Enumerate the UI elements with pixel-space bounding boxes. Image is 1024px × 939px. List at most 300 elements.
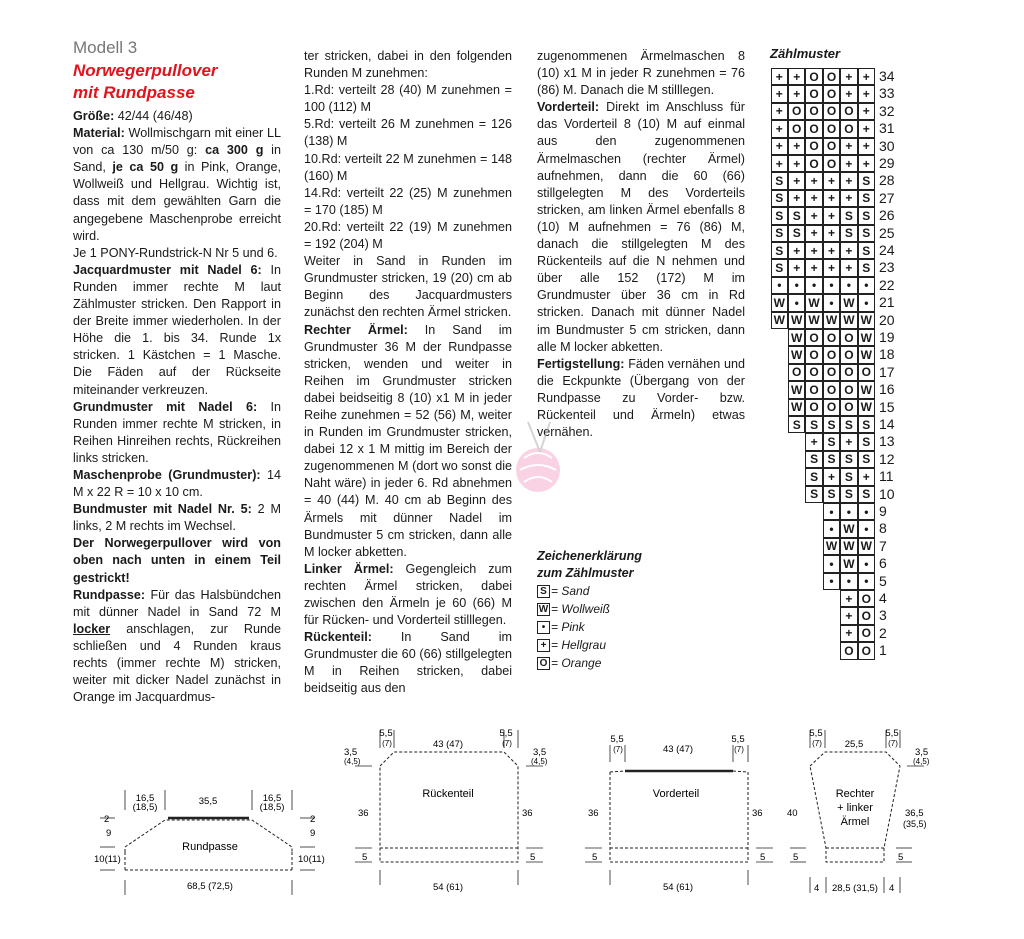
- rp-top-right: 16,5: [262, 793, 282, 804]
- rp-top-mid: 35,5: [198, 796, 218, 807]
- pattern-schematics: [0, 720, 1024, 939]
- aermel-label-1: Rechter: [835, 788, 875, 800]
- chart-row-number: 4: [879, 590, 887, 606]
- chart-cell: +: [805, 172, 822, 189]
- chart-cell: W: [858, 399, 875, 416]
- chart-cell: •: [823, 555, 840, 572]
- chart-cell: W: [840, 312, 857, 329]
- rp-left-2: 2: [104, 814, 110, 825]
- chart-cell: S: [788, 416, 805, 433]
- chart-cell: +: [823, 468, 840, 485]
- chart-cell: S: [771, 259, 788, 276]
- chart-row-number: 16: [879, 381, 895, 398]
- chart-cell: S: [823, 451, 840, 468]
- chart-cell: S: [858, 172, 875, 189]
- rp-top-left: 16,5: [135, 793, 155, 804]
- rp-bottom: 68,5 (72,5): [187, 881, 233, 892]
- rp-left-9: 9: [106, 828, 112, 839]
- chart-row-number: 24: [879, 242, 895, 258]
- chart-cell: •: [823, 503, 840, 520]
- text-run: Jacquardmuster mit Nadel 6:: [73, 262, 262, 277]
- rk-tl-alt: (7): [382, 739, 392, 748]
- text-run: Weiter in Sand in Runden im Grundmuster stricken, 19 (20) cm ab Beginn des Jacquardmusters zunächst den rechten Ärmel stricken.: [304, 254, 512, 320]
- rk-l35-alt: (4,5): [344, 757, 361, 766]
- paragraph: [73, 245, 281, 262]
- chart-cell: +: [805, 225, 822, 242]
- chart-cell: +: [840, 590, 857, 607]
- text-run: Rundpasse:: [73, 587, 146, 602]
- rk-r36: 36: [522, 808, 533, 819]
- chart-row-number: 7: [879, 537, 887, 554]
- watermark-logo: [510, 408, 570, 518]
- text-run: Je 1 PONY-Rundstrick-N Nr 5 und 6.: [73, 245, 278, 260]
- chart-cell: +: [840, 190, 857, 207]
- chart-cell: +: [858, 138, 875, 155]
- chart-cell: O: [823, 399, 840, 416]
- chart-cell: +: [858, 85, 875, 102]
- ae-r5: 5: [898, 852, 904, 863]
- text-run: Wollmischgarn mit einer LL von ca 130 m/50 g:: [73, 126, 281, 158]
- rk-l36: 36: [358, 808, 369, 819]
- ae-top: 25,5: [844, 739, 864, 750]
- chart-cell: S: [771, 242, 788, 259]
- chart-cell: S: [858, 416, 875, 433]
- chart-cell: •: [858, 503, 875, 520]
- chart-cell: W: [840, 555, 857, 572]
- chart-row-number: 13: [879, 433, 895, 450]
- ae-bottom: 28,5 (31,5): [832, 883, 878, 894]
- rp-right-9: 9: [310, 828, 316, 839]
- chart-row-number: 28: [879, 172, 895, 189]
- chart-cell: •: [788, 277, 805, 294]
- chart-row-number: 17: [879, 363, 895, 380]
- chart-cell: W: [788, 381, 805, 398]
- chart-cell: S: [858, 207, 875, 224]
- ruecken-label: Rückenteil: [422, 788, 474, 800]
- vd-tl-alt: (7): [613, 745, 623, 754]
- text-run: Direkt im Anschluss für das Vorderteil 8 (10) M auf einmal aus den zugenommenen Ärmelmaschen (rechter Ärmel) aufnehmen, dann die 60 (66) stillgelegten M des Vorderteils stricken, am linken Ärmel ebenfalls 8 (10) M aufnehmen = 76 (86) M, danach die stillgelegten M des Rückenteils auf die N nehmen und über alle 152 (172) M im Grundmuster über 36 cm in Rd stricken. Danach mit dünner Nadel im Bundmuster 5 cm stricken, dann alle M locker abketten.: [537, 100, 745, 354]
- chart-cell: W: [840, 538, 857, 555]
- paragraph: [304, 185, 512, 219]
- ae-tr-alt: (7): [888, 739, 898, 748]
- chart-cell: O: [805, 381, 822, 398]
- chart-cell: O: [823, 346, 840, 363]
- ae-r35-alt: (4,5): [913, 757, 930, 766]
- chart-row-number: 19: [879, 329, 895, 345]
- chart-cell: S: [771, 190, 788, 207]
- text-column-2: [304, 48, 512, 698]
- text-run: ter stricken, dabei in den folgenden Runden M zunehmen:: [304, 49, 512, 81]
- paragraph: [304, 629, 512, 697]
- legend-items: [537, 582, 642, 672]
- chart-cell: S: [805, 416, 822, 433]
- chart-cell: O: [823, 120, 840, 137]
- paragraph: [304, 48, 512, 82]
- chart-cell: +: [771, 103, 788, 120]
- chart-cell: W: [788, 399, 805, 416]
- chart-cell: O: [840, 329, 857, 346]
- paragraph: [304, 151, 512, 185]
- chart-cell: +: [858, 155, 875, 172]
- paragraph: [304, 219, 512, 253]
- rk-r35-alt: (4,5): [531, 757, 548, 766]
- text-run: Bundmuster mit Nadel Nr. 5:: [73, 502, 252, 517]
- chart-legend: [537, 548, 642, 672]
- vd-r36: 36: [752, 808, 763, 819]
- chart-cell: +: [840, 138, 857, 155]
- rp-left-10: 10(11): [94, 854, 121, 865]
- vd-tr: 5,5: [731, 734, 745, 745]
- chart-cell: O: [840, 399, 857, 416]
- chart-cell: S: [858, 190, 875, 207]
- chart-cell: S: [823, 433, 840, 450]
- chart-cell: +: [805, 433, 822, 450]
- chart-cell: +: [823, 225, 840, 242]
- chart-row-number: 26: [879, 207, 895, 224]
- chart-cell: O: [805, 68, 822, 85]
- chart-cell: +: [840, 625, 857, 642]
- chart-cell: •: [858, 277, 875, 294]
- chart-cell: S: [858, 225, 875, 242]
- paragraph: [73, 262, 281, 399]
- title-line-1: Norwegerpullover: [73, 61, 218, 80]
- chart-cell: +: [788, 85, 805, 102]
- chart-cell: W: [788, 312, 805, 329]
- rk-r5: 5: [530, 852, 536, 863]
- chart-cell: O: [788, 103, 805, 120]
- chart-cell: W: [771, 312, 788, 329]
- chart-cell: +: [788, 68, 805, 85]
- chart-row-number: 18: [879, 346, 895, 363]
- chart-cell: +: [858, 120, 875, 137]
- text-run: Rechter Ärmel:: [304, 322, 408, 337]
- rp-top-left-alt: (18,5): [132, 802, 158, 813]
- ae-tl: 5,5: [809, 728, 823, 739]
- text-run: 5.Rd: verteilt 26 M zunehmen = 126 (138) M: [304, 117, 512, 149]
- chart-cell: O: [858, 607, 875, 624]
- chart-cell: W: [840, 520, 857, 537]
- vd-bottom: 54 (61): [662, 882, 694, 893]
- chart-cell: O: [805, 399, 822, 416]
- chart-row-number: 14: [879, 416, 895, 432]
- chart-cell: •: [805, 277, 822, 294]
- chart-row-number: 2: [879, 624, 887, 641]
- chart-cell: •: [823, 520, 840, 537]
- chart-cell: W: [771, 294, 788, 311]
- text-run: locker: [73, 621, 111, 636]
- text-run: 42/44 (46/48): [114, 109, 193, 123]
- chart-cell: O: [840, 346, 857, 363]
- chart-row-number: 11: [879, 468, 894, 485]
- chart-cell: +: [788, 259, 805, 276]
- chart-cell: S: [823, 416, 840, 433]
- legend-label: = Orange: [551, 656, 602, 670]
- chart-cell: +: [771, 68, 788, 85]
- chart-cell: +: [788, 172, 805, 189]
- paragraph: [73, 125, 281, 245]
- chart-cell: +: [771, 120, 788, 137]
- legend-symbol: S: [537, 585, 550, 598]
- chart-row-number: 32: [879, 102, 895, 119]
- chart-cell: +: [858, 468, 875, 485]
- chart-cell: S: [771, 225, 788, 242]
- chart-cell: O: [788, 120, 805, 137]
- rk-tr: 5,5: [499, 728, 513, 739]
- chart-cell: +: [840, 433, 857, 450]
- text-run: Fäden vernähen und die Eckpunkte (Übergang von der Rundpasse zu Vorder- bzw. Rückenteil und Ärmeln) etwas vernähen.: [537, 356, 745, 440]
- chart-cell: +: [805, 207, 822, 224]
- text-run: In Sand im Grundmuster die 60 (66) stillgelegten M in Reihen stricken, dabei beidseitig aus den: [304, 630, 512, 696]
- chart-row-number: 23: [879, 259, 895, 276]
- vd-l36: 36: [588, 808, 599, 819]
- chart-cell: O: [823, 381, 840, 398]
- chart-row-number: 9: [879, 503, 887, 519]
- paragraph: [304, 561, 512, 629]
- text-run: Der Norwegerpullover wird von oben nach unten in einem Teil gestrickt!: [73, 536, 281, 585]
- text-run: 14.Rd: verteilt 22 (25) M zunehmen = 170 (185) M: [304, 185, 512, 217]
- rk-top: 43 (47): [432, 739, 464, 750]
- legend-item: [537, 618, 642, 636]
- chart-row-number: 22: [879, 276, 895, 293]
- paragraph: [73, 535, 281, 586]
- chart-cell: •: [771, 277, 788, 294]
- chart-cell: •: [823, 573, 840, 590]
- chart-row-number: 6: [879, 555, 887, 572]
- chart-cell: W: [858, 538, 875, 555]
- legend-symbol: •: [537, 621, 550, 634]
- chart-cell: +: [771, 155, 788, 172]
- text-run: Größe:: [73, 109, 115, 123]
- text-run: in Pink, Orange, Wollweiß und Hellgrau. Wichtig ist, dass mit dem gewählten Garn die angegebene Maschenprobe erreicht wird.: [73, 160, 281, 243]
- text-column-3: [537, 48, 745, 441]
- chart-cell: W: [805, 294, 822, 311]
- chart-cell: •: [840, 277, 857, 294]
- chart-cell: •: [840, 573, 857, 590]
- chart-cell: O: [805, 120, 822, 137]
- legend-label: = Pink: [551, 620, 585, 634]
- legend-title-2: zum Zählmuster: [537, 566, 634, 580]
- legend-label: = Hellgrau: [551, 638, 607, 652]
- chart-cell: +: [771, 138, 788, 155]
- chart-cell: S: [840, 468, 857, 485]
- paragraph: [73, 467, 281, 501]
- legend-item: [537, 636, 642, 654]
- chart-row-number: 27: [879, 189, 895, 206]
- text-run: je ca 50 g: [112, 160, 179, 175]
- chart-cell: +: [840, 172, 857, 189]
- vd-top: 43 (47): [662, 744, 694, 755]
- chart-cell: O: [788, 364, 805, 381]
- chart-cell: +: [858, 103, 875, 120]
- rk-bottom: 54 (61): [432, 882, 464, 893]
- rundpasse-label: Rundpasse: [182, 841, 238, 853]
- vorder-schematic: [585, 745, 773, 885]
- chart-cell: +: [840, 259, 857, 276]
- legend-symbol: O: [537, 657, 550, 670]
- chart-cell: W: [823, 538, 840, 555]
- ae-r365: 36,5: [905, 808, 924, 819]
- ae-tl-alt: (7): [812, 739, 822, 748]
- text-run: 2 M links, 2 M rechts im Wechsel.: [73, 502, 281, 534]
- ruecken-schematic: [355, 730, 543, 885]
- vd-tr-alt: (7): [734, 745, 744, 754]
- text-run: 10.Rd: verteilt 22 M zunehmen = 148 (160) M: [304, 151, 512, 183]
- chart-cell: S: [840, 416, 857, 433]
- chart-cell: O: [858, 590, 875, 607]
- chart-cell: O: [858, 364, 875, 381]
- chart-cell: +: [823, 172, 840, 189]
- chart-cell: O: [823, 103, 840, 120]
- ae-tr: 5,5: [885, 728, 899, 739]
- chart-cell: W: [805, 312, 822, 329]
- chart-row-number: 30: [879, 137, 895, 154]
- chart-cell: S: [858, 451, 875, 468]
- chart-row-number: 25: [879, 224, 895, 241]
- chart-row-number: 15: [879, 398, 895, 415]
- chart-row-number: 34: [879, 68, 895, 84]
- chart-cell: O: [805, 346, 822, 363]
- paragraph: [73, 108, 281, 125]
- chart-cell: O: [805, 155, 822, 172]
- vorder-label: Vorderteil: [652, 788, 700, 800]
- chart-cell: +: [823, 259, 840, 276]
- text-run: 20.Rd: verteilt 22 (19) M zunehmen = 192 (204) M: [304, 219, 512, 252]
- chart-cell: O: [805, 103, 822, 120]
- ae-b4r: 4: [889, 883, 895, 894]
- chart-cell: •: [858, 294, 875, 311]
- paragraph: [537, 48, 745, 99]
- title-line-2: mit Rundpasse: [73, 83, 195, 102]
- paragraph: [73, 587, 281, 707]
- vd-l5: 5: [592, 852, 598, 863]
- chart-cell: •: [823, 277, 840, 294]
- chart-cell: +: [823, 207, 840, 224]
- legend-title-1: Zeichenerklärung: [537, 549, 642, 563]
- chart-cell: S: [823, 486, 840, 503]
- chart-cell: +: [805, 190, 822, 207]
- chart-row-number: 5: [879, 572, 887, 589]
- text-column-1: [73, 38, 281, 706]
- legend-symbol: W: [538, 603, 549, 615]
- chart-cell: +: [788, 155, 805, 172]
- paragraph: [73, 501, 281, 535]
- chart-cell: W: [823, 312, 840, 329]
- chart-cell: •: [840, 503, 857, 520]
- chart-cell: •: [858, 573, 875, 590]
- chart-cell: +: [788, 190, 805, 207]
- chart-cell: S: [858, 433, 875, 450]
- chart-cell: S: [805, 451, 822, 468]
- chart-cell: •: [788, 294, 805, 311]
- chart-cell: O: [805, 138, 822, 155]
- chart-cell: •: [823, 294, 840, 311]
- column-3-paragraphs: [537, 48, 745, 441]
- chart-cell: S: [788, 207, 805, 224]
- chart-cell: +: [858, 68, 875, 85]
- chart-cell: +: [805, 242, 822, 259]
- text-run: Material:: [73, 126, 125, 141]
- chart-cell: S: [858, 242, 875, 259]
- chart-cell: S: [788, 225, 805, 242]
- text-run: Linker Ärmel:: [304, 561, 394, 576]
- chart-cell: +: [840, 85, 857, 102]
- chart-cell: +: [771, 85, 788, 102]
- chart-cell: S: [858, 486, 875, 503]
- chart-cell: S: [771, 172, 788, 189]
- chart-cell: •: [858, 520, 875, 537]
- legend-item: [537, 582, 642, 600]
- chart-row-number: 31: [879, 120, 895, 137]
- chart-cell: O: [840, 120, 857, 137]
- chart-cell: O: [823, 138, 840, 155]
- vd-tl: 5,5: [610, 734, 624, 745]
- chart-cell: +: [840, 242, 857, 259]
- chart-cell: +: [788, 138, 805, 155]
- chart-cell: O: [805, 329, 822, 346]
- text-run: Rückenteil:: [304, 630, 372, 645]
- chart-cell: O: [805, 364, 822, 381]
- ae-r365-alt: (35,5): [903, 819, 927, 829]
- chart-cell: O: [858, 625, 875, 642]
- chart-row-number: 1: [879, 642, 887, 659]
- chart-cell: W: [858, 381, 875, 398]
- aermel-label-2: + linker: [837, 802, 873, 814]
- chart-row-number: 10: [879, 485, 895, 502]
- chart-cell: W: [788, 346, 805, 363]
- chart-cell: O: [840, 381, 857, 398]
- chart-cell: S: [840, 225, 857, 242]
- rk-l5: 5: [362, 852, 368, 863]
- rp-right-2: 2: [310, 814, 316, 825]
- chart-cell: O: [840, 642, 857, 659]
- text-run: Grundmuster mit Nadel 6:: [73, 399, 258, 414]
- chart-cell: •: [858, 555, 875, 572]
- text-run: zugenommenen Ärmelmaschen 8 (10) x1 M in jeder R zunehmen = 76 (86) M. Danach die M stilllegen.: [537, 49, 745, 98]
- chart-row-number: 21: [879, 294, 895, 311]
- chart-row-number: 3: [879, 607, 887, 624]
- paragraph: [304, 116, 512, 150]
- chart-row-number: 33: [879, 85, 895, 102]
- paragraph: [304, 82, 512, 116]
- paragraph: [73, 399, 281, 467]
- chart-cell: S: [805, 486, 822, 503]
- chart-cell: +: [840, 607, 857, 624]
- chart-cell: S: [805, 468, 822, 485]
- rk-r35: 3,5: [533, 747, 547, 758]
- text-run: Vorderteil:: [537, 100, 600, 115]
- text-run: Fertigstellung:: [537, 356, 625, 371]
- legend-item: [537, 654, 642, 672]
- chart-cell: W: [788, 329, 805, 346]
- chart-cell: +: [805, 259, 822, 276]
- rp-top-right-alt: (18,5): [259, 802, 285, 813]
- ae-l40: 40: [787, 808, 798, 819]
- chart-cell: O: [823, 85, 840, 102]
- chart-cell: +: [840, 68, 857, 85]
- chart-cell: O: [858, 642, 875, 659]
- chart-cell: +: [823, 190, 840, 207]
- chart-cell: S: [840, 486, 857, 503]
- text-run: In Runden immer rechte M stricken, in Reihen Hinreihen rechts, Rückreihen links stricken.: [73, 399, 281, 465]
- text-run: in Sand,: [73, 143, 281, 175]
- paragraph: [537, 99, 745, 355]
- legend-symbol: +: [537, 639, 550, 652]
- chart-cell: +: [788, 242, 805, 259]
- legend-label: = Wollweiß: [551, 602, 611, 616]
- rk-tl: 5,5: [379, 728, 393, 739]
- chart-cell: W: [858, 329, 875, 346]
- text-run: Gegengleich zum rechten Ärmel stricken, dabei zwischen den Ärmeln je 60 (66) M für Rücken- und Vorderteil stilllegen.: [304, 561, 512, 628]
